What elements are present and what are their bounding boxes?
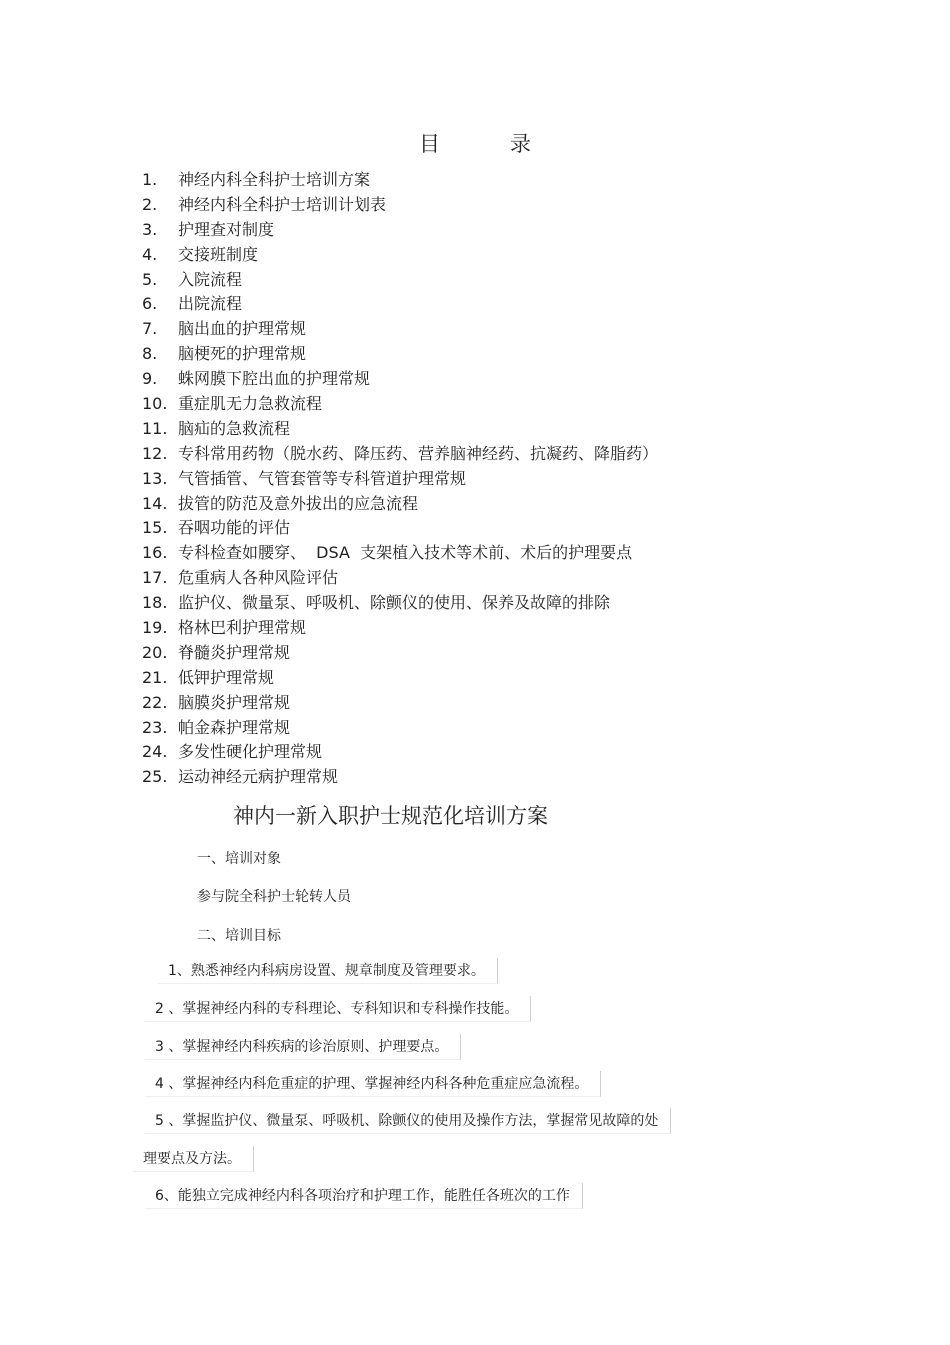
toc-item-number: 21. — [142, 667, 168, 687]
toc-item-text: 入院流程 — [178, 269, 243, 289]
toc-item — [142, 691, 658, 716]
goal-item-5-line1: 5 、掌握监护仪、微量泵、呼吸机、除颤仪的使用及操作方法，掌握常见故障的处 — [145, 1108, 671, 1134]
toc-item — [142, 740, 658, 765]
toc-item — [142, 541, 658, 566]
toc-item-text: 蛛网膜下腔出血的护理常规 — [178, 369, 371, 389]
toc-item-text: 神经内科全科护士培训计划表 — [178, 194, 387, 214]
toc-item — [142, 342, 658, 367]
toc-item-number: 20. — [142, 642, 168, 662]
toc-item — [142, 492, 658, 517]
toc-item — [142, 666, 658, 691]
toc-item-number: 9. — [142, 369, 158, 389]
toc-item — [142, 467, 658, 492]
toc-item-text: 专科常用药物（脱水药、降压药、营养脑神经药、抗凝药、降脂药） — [178, 443, 659, 463]
toc-item-number: 16. — [142, 543, 168, 563]
toc-title — [0, 128, 950, 158]
toc-item-text: 神经内科全科护士培训方案 — [178, 170, 371, 189]
toc-item-text: 危重病人各种风险评估 — [178, 568, 339, 588]
toc-item-text: 护理查对制度 — [178, 219, 275, 239]
toc-item-number: 19. — [142, 618, 168, 638]
section-heading-training-target: 一、培训对象 — [197, 851, 281, 867]
toc-item-text: 帕金森护理常规 — [178, 717, 291, 737]
toc-item — [142, 243, 658, 268]
section-text-training-target: 参与院全科护士轮转人员 — [197, 889, 351, 905]
toc-item-number: 18. — [142, 593, 168, 613]
toc-item-text: 脑出血的护理常规 — [178, 319, 307, 339]
toc-item-number: 10. — [142, 394, 168, 414]
toc-item-number: 11. — [142, 418, 168, 438]
toc-item — [142, 268, 658, 293]
toc-item-text: 交接班制度 — [178, 244, 259, 264]
toc-item — [142, 591, 658, 616]
toc-title-left: 目 — [419, 132, 440, 156]
toc-item-text: 出院流程 — [178, 294, 243, 314]
toc-item-text: 气管插管、气管套管等专科管道护理常规 — [178, 468, 467, 488]
toc-item-text: 监护仪、微量泵、呼吸机、除颤仪的使用、保养及故障的排除 — [178, 593, 611, 613]
toc-item-text: 拔管的防范及意外拔出的应急流程 — [178, 493, 419, 513]
toc-item-number: 8. — [142, 344, 158, 364]
toc-item-text: 多发性硬化护理常规 — [178, 742, 323, 762]
toc-item — [142, 193, 658, 218]
toc-item-number: 24. — [142, 742, 168, 762]
goal-item-3: 3 、掌握神经内科疾病的诊治原则、护理要点。 — [145, 1034, 461, 1060]
toc-item — [142, 218, 658, 243]
toc-item — [142, 516, 658, 541]
toc-item — [142, 367, 658, 392]
toc-item — [142, 616, 658, 641]
toc-item — [142, 292, 658, 317]
toc-item-number: 1. — [142, 170, 158, 189]
toc-title-right: 录 — [510, 132, 531, 156]
goal-item-4: 4 、掌握神经内科危重症的护理、掌握神经内科各种危重症应急流程。 — [145, 1071, 601, 1097]
toc-item — [142, 765, 658, 790]
toc-item-text: 脑梗死的护理常规 — [178, 344, 307, 364]
toc-item — [142, 392, 658, 417]
toc-item — [142, 716, 658, 741]
section-heading-training-goals: 二、培训目标 — [197, 928, 281, 944]
toc-list — [142, 168, 658, 790]
goal-item-5-line2: 理要点及方法。 — [133, 1146, 254, 1172]
toc-item — [142, 168, 658, 193]
toc-item-number: 13. — [142, 468, 168, 488]
toc-item-number: 3. — [142, 219, 158, 239]
toc-item-text: 格林巴利护理常规 — [178, 618, 307, 638]
toc-item-number: 14. — [142, 493, 168, 513]
goal-item-6: 6、能独立完成神经内科各项治疗和护理工作，能胜任各班次的工作 — [145, 1183, 583, 1209]
toc-item-number: 25. — [142, 767, 168, 787]
toc-item — [142, 641, 658, 666]
toc-item-number: 15. — [142, 518, 168, 538]
toc-item — [142, 417, 658, 442]
toc-item — [142, 317, 658, 342]
toc-item-number: 4. — [142, 244, 158, 264]
toc-item-number: 12. — [142, 443, 168, 463]
toc-item-text: 脑疝的急救流程 — [178, 418, 291, 438]
toc-item-number: 23. — [142, 717, 168, 737]
toc-item-text: 脑膜炎护理常规 — [178, 692, 291, 712]
toc-item-number: 22. — [142, 692, 168, 712]
toc-item-number: 6. — [142, 294, 158, 314]
toc-item-text: 专科检查如腰穿、 DSA 支架植入技术等术前、术后的护理要点 — [178, 543, 633, 563]
toc-item-number: 2. — [142, 194, 158, 214]
toc-item-text: 重症肌无力急救流程 — [178, 394, 323, 414]
goal-item-2: 2 、掌握神经内科的专科理论、专科知识和专科操作技能。 — [145, 996, 531, 1022]
toc-item — [142, 442, 658, 467]
toc-item-number: 17. — [142, 568, 168, 588]
goal-item-1: 1、熟悉神经内科病房设置、规章制度及管理要求。 — [158, 958, 498, 984]
toc-item-text: 运动神经元病护理常规 — [178, 767, 339, 787]
toc-item — [142, 566, 658, 591]
toc-item-number: 5. — [142, 269, 158, 289]
toc-item-number: 7. — [142, 319, 158, 339]
toc-item-text: 吞咽功能的评估 — [178, 518, 291, 538]
toc-item-text: 脊髓炎护理常规 — [178, 642, 291, 662]
toc-item-text: 低钾护理常规 — [178, 667, 275, 687]
plan-title: 神内一新入职护士规范化培训方案 — [233, 804, 548, 828]
